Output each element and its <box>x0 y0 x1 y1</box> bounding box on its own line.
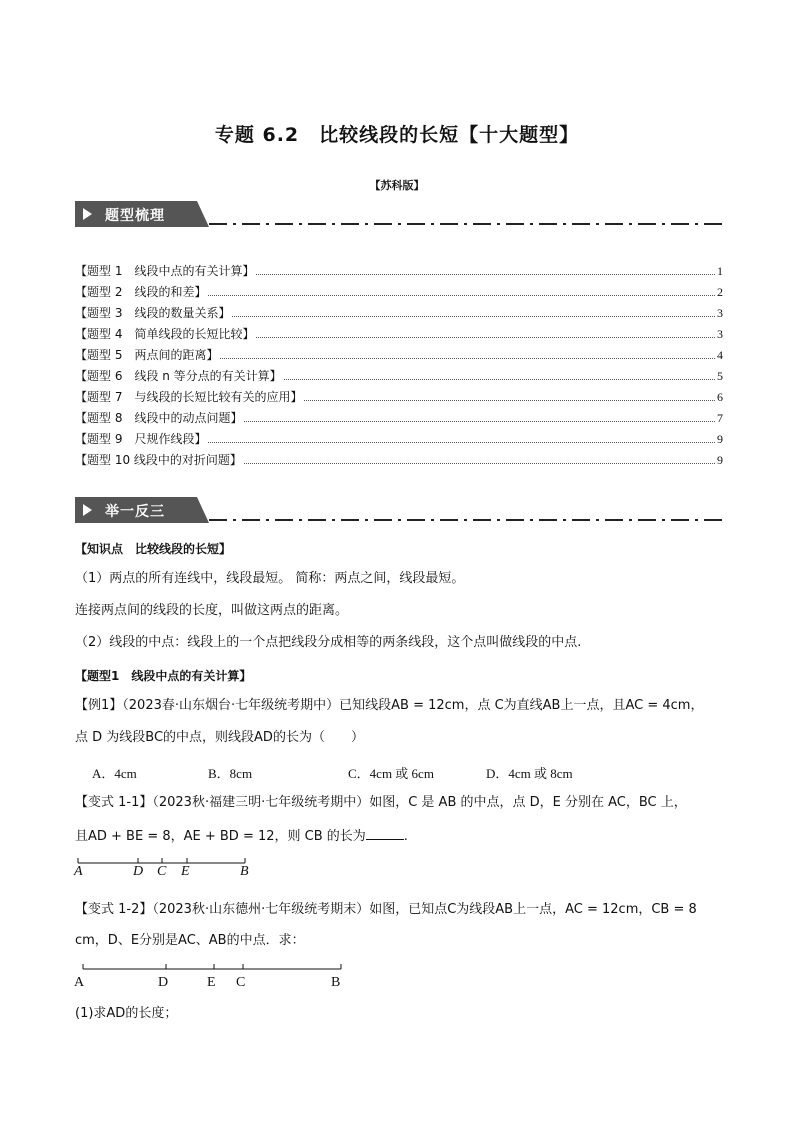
banner-shape <box>75 497 725 523</box>
option-b: B．8cm <box>208 766 253 781</box>
toc-page-number: 3 <box>717 306 723 320</box>
example1-line: 点 D 为线段BC的中点，则线段AD的长为（ ） <box>75 730 364 745</box>
variant2-question: (1)求AD的长度； <box>75 1006 178 1021</box>
toc-page-number: 2 <box>717 285 723 299</box>
banner-label: 举一反三 <box>105 504 165 520</box>
variant1-line: 【变式 1-1】（2023秋·福建三明·七年级统考期中）如图，C 是 AB 的中点，点 D，E 分别在 AC，BC 上， <box>75 795 687 810</box>
point-label: D <box>133 864 144 879</box>
section-banner-examples <box>75 497 725 523</box>
point-label: B <box>240 864 249 879</box>
toc-entry-label: 【题型 7 与线段的长短比较有关的应用】 <box>75 390 303 404</box>
point-label: B <box>331 975 341 990</box>
example1-line: 【例1】（2023春·山东烟台·七年级统考期中）已知线段AB = 12cm，点 C为直线AB上一点，且AC = 4cm， <box>75 698 704 713</box>
toc-entry-label: 【题型 2 线段的和差】 <box>75 285 207 299</box>
banner-label: 题型梳理 <box>105 208 165 224</box>
segment-figure-2 <box>75 961 355 973</box>
point-label: A <box>74 975 85 990</box>
toc-page-number: 1 <box>717 264 723 278</box>
toc-leader-dots <box>244 463 715 464</box>
option-d: D．4cm 或 8cm <box>486 766 573 781</box>
toc-leader-dots <box>208 442 715 443</box>
toc-entry[interactable] <box>75 363 723 384</box>
toc-entry-label: 【题型 1 线段中点的有关计算】 <box>75 264 255 278</box>
banner-shape <box>75 201 725 227</box>
point-label: E <box>207 975 216 990</box>
toc-page-number: 7 <box>717 411 723 425</box>
toc-entry-label: 【题型 6 线段 n 等分点的有关计算】 <box>75 369 282 383</box>
toc-leader-dots <box>220 358 715 359</box>
toc-leader-dots <box>244 421 715 422</box>
table-of-contents <box>75 258 723 468</box>
knowledge-paragraph: 连接两点间的线段的长度，叫做这两点的距离。 <box>75 603 349 618</box>
section-banner-toc <box>75 201 725 227</box>
toc-entry[interactable] <box>75 384 723 405</box>
answer-blank <box>366 827 404 840</box>
point-label: C <box>157 864 167 879</box>
toc-page-number: 5 <box>717 369 723 383</box>
toc-page-number: 3 <box>717 327 723 341</box>
type1-title: 【题型1 线段中点的有关计算】 <box>75 669 252 683</box>
toc-entry[interactable] <box>75 321 723 342</box>
variant1-text: 且AD + BE = 8，AE + BD = 12，则 CB 的长为 <box>75 829 366 844</box>
variant1-period: . <box>403 829 408 844</box>
knowledge-title: 【知识点 比较线段的长短】 <box>75 542 232 556</box>
toc-page-number: 4 <box>717 348 723 362</box>
toc-entry[interactable] <box>75 279 723 300</box>
toc-entry[interactable] <box>75 426 723 447</box>
point-label: E <box>181 864 190 879</box>
toc-leader-dots <box>284 379 715 380</box>
toc-entry-label: 【题型 3 线段的数量关系】 <box>75 306 231 320</box>
variant2-line: cm，D、E分别是AC、AB的中点．求： <box>75 933 305 948</box>
variant2-line: 【变式 1-2】（2023秋·山东德州·七年级统考期末）如图，已知点C为线段AB上一点，AC = 12cm，CB = 8 <box>75 902 697 917</box>
toc-leader-dots <box>208 295 715 296</box>
toc-entry[interactable] <box>75 405 723 426</box>
toc-leader-dots <box>232 316 715 317</box>
toc-entry-label: 【题型 5 两点间的距离】 <box>75 348 219 362</box>
toc-entry-label: 【题型 9 尺规作线段】 <box>75 432 207 446</box>
toc-entry[interactable] <box>75 342 723 363</box>
segment-figure-1 <box>75 855 265 867</box>
option-a: A．4cm <box>92 766 137 781</box>
point-label: C <box>236 975 246 990</box>
toc-leader-dots <box>256 274 715 275</box>
toc-entry-label: 【题型 10 线段中的对折问题】 <box>75 453 242 467</box>
toc-entry[interactable] <box>75 447 723 468</box>
toc-entry[interactable] <box>75 258 723 279</box>
knowledge-paragraph: （1）两点的所有连线中，线段最短。 简称：两点之间，线段最短。 <box>75 571 465 586</box>
option-c: C．4cm 或 6cm <box>348 766 434 781</box>
edition-label: 【苏科版】 <box>369 179 425 192</box>
toc-leader-dots <box>304 400 715 401</box>
toc-page-number: 9 <box>717 432 723 446</box>
point-label: A <box>74 864 83 879</box>
page-title: 专题 6.2 比较线段的长短【十大题型】 <box>214 124 580 146</box>
point-label: D <box>158 975 169 990</box>
toc-entry-label: 【题型 8 线段中的动点问题】 <box>75 411 243 425</box>
variant1-line <box>75 827 408 846</box>
knowledge-paragraph: （2）线段的中点：线段上的一个点把线段分成相等的两条线段，这个点叫做线段的中点. <box>75 635 582 650</box>
toc-leader-dots <box>256 337 715 338</box>
toc-entry-label: 【题型 4 简单线段的长短比较】 <box>75 327 255 341</box>
toc-page-number: 9 <box>717 453 723 467</box>
toc-entry[interactable] <box>75 300 723 321</box>
toc-page-number: 6 <box>717 390 723 404</box>
